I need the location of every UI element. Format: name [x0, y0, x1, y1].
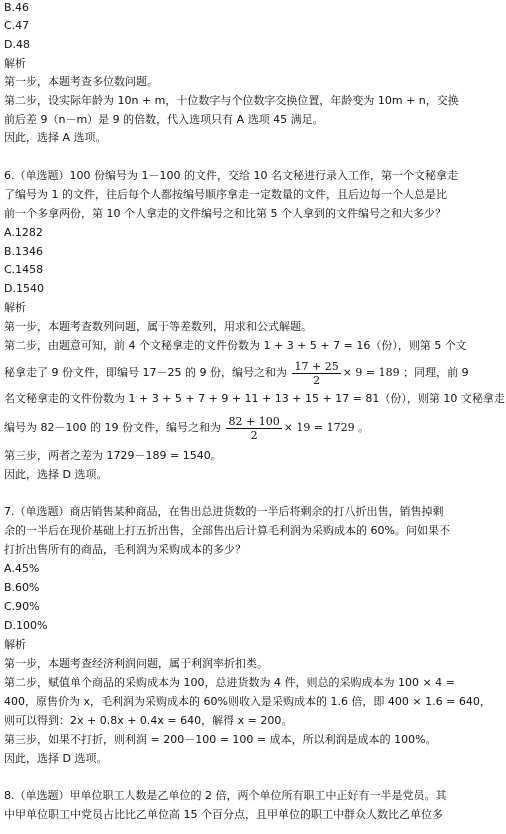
q6-stem-line1: 6.（单选题）100 份编号为 1－100 的文件，交给 10 名文秘进行录入工作，第一个文秘拿走	[4, 169, 458, 182]
q6-step1: 第一步，本题考查数列问题，属于等差数列，用求和公式解题。	[4, 320, 312, 333]
q7-conclusion: 因此，选择 D 选项。	[4, 752, 108, 765]
q6-stem-line3: 前一个多拿两份，第 10 个人拿走的文件编号之和比第 5 个人拿到的文件编号之和大多少？	[4, 207, 446, 220]
q5-analysis-label: 解析	[4, 57, 26, 70]
q5-option-d: D.48	[4, 38, 30, 51]
q6-step3: 第三步，两者之差为 1729－189 = 1540。	[4, 449, 222, 462]
q5-step2-line1: 第二步，设实际年龄为 10n + m，十位数字与个位数字交换位置，年龄变为 10m + n，交换	[4, 94, 459, 107]
q6-option-a: A.1282	[4, 226, 43, 239]
q5-step2-line2: 前后差 9（n－m）是 9 的倍数，代入选项只有 A 选项 45 满足。	[4, 113, 324, 126]
q6-fraction-2-numerator: 82 + 100	[228, 414, 280, 428]
q5-step1: 第一步，本题考查多位数问题。	[4, 75, 158, 88]
q6-conclusion: 因此，选择 D 选项。	[4, 468, 108, 481]
q5-conclusion: 因此，选择 A 选项。	[4, 131, 107, 144]
q6-fraction-1-denominator: 2	[313, 373, 321, 387]
q6-step2-line4-tail: 。	[358, 421, 370, 434]
q7-step3: 第三步，如果不打折，则利润 = 200－100 = 100 = 成本，所以利润是成本的 100%。	[4, 733, 437, 746]
q5-option-c: C.47	[4, 19, 30, 32]
q6-fraction-1	[292, 360, 340, 387]
q7-option-d: D.100%	[4, 619, 48, 632]
q6-fraction-2-denominator: 2	[250, 428, 258, 442]
q6-step2-line4	[4, 413, 504, 443]
q6-option-d: D.1540	[4, 282, 44, 295]
q6-step2-line3: 名文秘拿走的文件份数为 1 + 3 + 5 + 7 + 9 + 11 + 13 + 15 + 17 = 81（份），则第 10 文秘拿走	[4, 392, 505, 405]
q6-option-c: C.1458	[4, 263, 44, 276]
q8-stem-line2: 中甲单位职工中党员占比比乙单位高 15 个百分点，且甲单位的职工中群众人数比乙单位多	[4, 808, 443, 821]
q6-step2-line2	[4, 358, 504, 388]
q8-stem-line1: 8.（单选题）甲单位职工人数是乙单位的 2 倍，两个单位所有职工中正好有一半是党员。其	[4, 789, 447, 802]
q6-analysis-label: 解析	[4, 301, 26, 314]
q7-analysis-label: 解析	[4, 638, 26, 651]
q6-step2-line1: 第二步，由题意可知，前 4 个文秘拿走的文件份数为 1 + 3 + 5 + 7 = 16（份），则第 5 个文	[4, 339, 467, 352]
q7-stem-line2: 余的一半后在现价基础上打五折出售，全部售出后计算毛利润为采购成本的 60%。问如果不	[4, 524, 450, 537]
q6-fraction-2-rest: × 19 = 1729	[283, 421, 355, 434]
q6-fraction-2	[226, 415, 281, 442]
q7-stem-line3: 打折出售所有的商品，毛利润为采购成本的多少？	[4, 543, 246, 556]
q6-step2-line2-text: 秘拿走了 9 份文件，即编号 17－25 的 9 份，编号之和为	[4, 366, 287, 379]
q6-option-b: B.1346	[4, 245, 44, 258]
q6-step2-line4-text: 编号为 82－100 的 19 份文件，编号之和为	[4, 421, 221, 434]
q7-step1: 第一步，本题考查经济利润问题，属于利润率折扣类。	[4, 657, 268, 670]
q6-stem-line2: 了编号为 1 的文件，往后每个人都按编号顺序拿走一定数量的文件，且后边每一个人总是比	[4, 188, 447, 201]
q7-step2-line1: 第二步，赋值单个商品的采购成本为 100，总进货数为 4 件，则总的采购成本为 100 × 4 =	[4, 676, 455, 689]
q7-option-a: A.45%	[4, 562, 40, 575]
q6-fraction-1-numerator: 17 + 25	[294, 359, 339, 373]
q7-option-c: C.90%	[4, 600, 40, 613]
q7-stem-line1: 7.（单选题）商店销售某种商品，在售出总进货数的一半后将剩余的打八折出售，销售掉剩	[4, 505, 444, 518]
q6-fraction-1-rest: × 9 = 189	[342, 366, 400, 379]
q7-step2-line3: 则可以得到：2x + 0.8x + 0.4x = 640，解得 x = 200。	[4, 714, 293, 727]
q7-step2-line2: 400，原售价为 x，毛利润为采购成本的 60%则收入是采购成本的 1.6 倍，即 400 × 1.6 = 640，	[4, 695, 491, 708]
q7-option-b: B.60%	[4, 581, 40, 594]
q5-option-b: B.46	[4, 1, 30, 14]
q6-step2-line2-tail: ；同理，前 9	[403, 366, 469, 379]
